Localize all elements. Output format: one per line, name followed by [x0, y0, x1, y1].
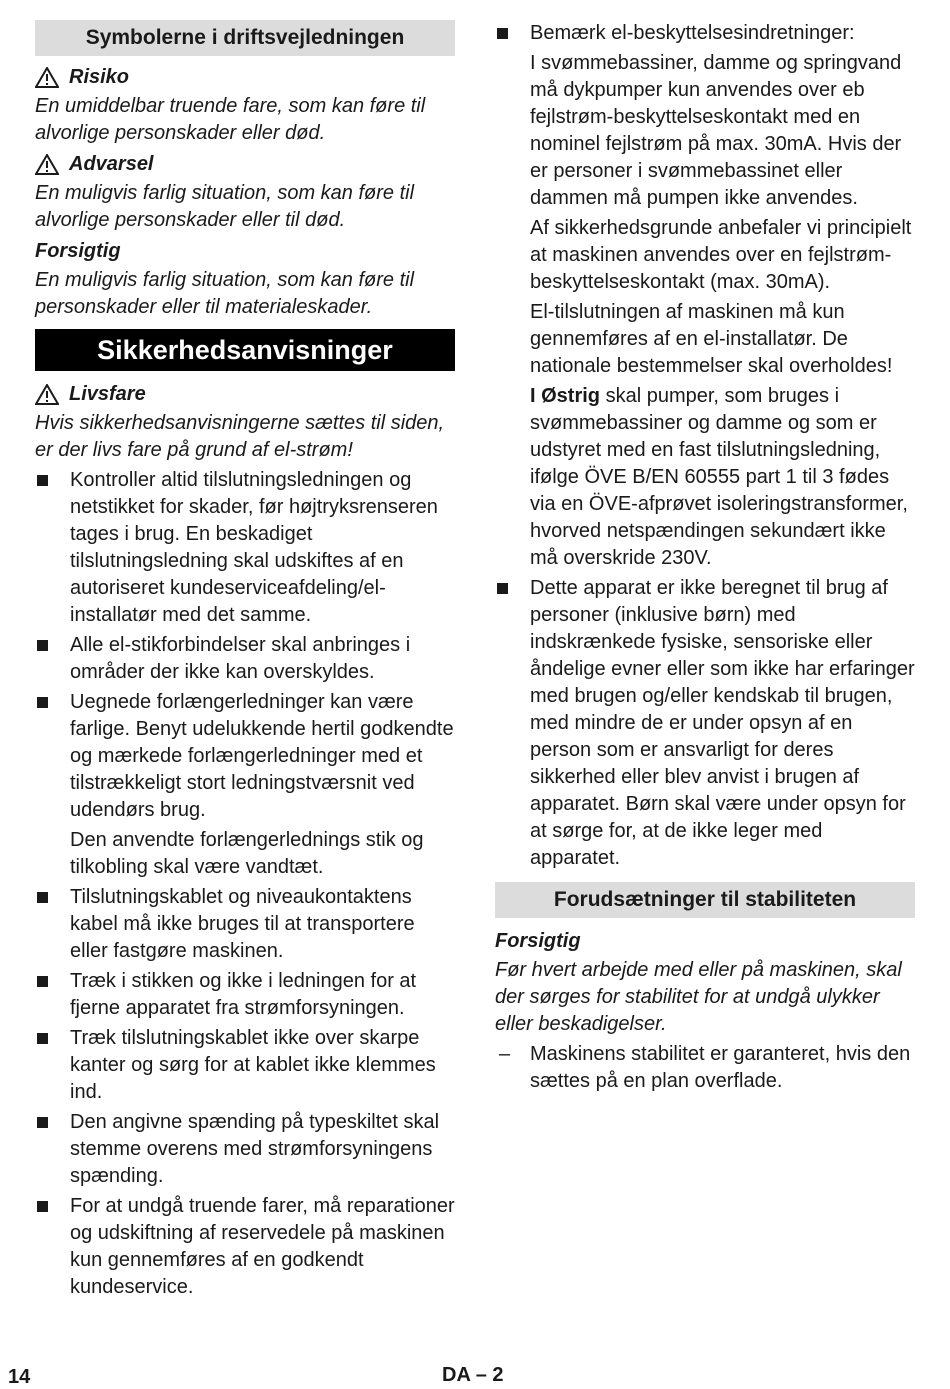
bullet-square-icon: [37, 475, 48, 486]
bullet-square-icon: [37, 697, 48, 708]
bullet-square-icon: [497, 28, 508, 39]
safety-heading: Sikkerhedsanvisninger: [35, 329, 455, 371]
bullet-square-icon: [37, 1033, 48, 1044]
warning-triangle-icon: [35, 67, 59, 88]
forsigtig-text: Før hvert arbejde med eller på maskinen, skal der sørges for stabilitet for at undgå ulykker eller beskadigelser.: [495, 959, 902, 1035]
language-code: DA – 2: [442, 1364, 504, 1386]
dash-marker: –: [499, 1043, 511, 1065]
forsigtig-text: En muligvis farlig situation, som kan føre til personskader eller til materialeskader.: [35, 269, 415, 318]
list-item: Kontroller altid tilslutningsledningen og netstikket for skader, før højtryksrenseren tages i brug. En beskadiget tilslutningsledning skal udskiftes af en autoriseret kundeserviceafdeling/el-installatør med det samme.: [35, 467, 455, 629]
list-item: – Maskinens stabilitet er garanteret, hvis den sættes på en plan overflade.: [499, 1043, 911, 1092]
stability-heading: Forudsætninger til stabiliteten: [495, 882, 915, 918]
bullet-square-icon: [37, 892, 48, 903]
warning-triangle-icon: [35, 384, 59, 405]
list-item: Tilslutningskablet og niveaukontaktens kabel må ikke bruges til at transportere eller fastgøre maskinen.: [35, 884, 455, 965]
bullet-square-icon: [37, 976, 48, 987]
list-item: For at undgå truende farer, må reparationer og udskiftning af reservedele på maskinen kun gennemføres af en godkendt kundeservice.: [35, 1193, 455, 1301]
list-item: Alle el-stikforbindelser skal anbringes i områder der ikke kan overskyldes.: [35, 632, 455, 686]
list-item: Træk i stikken og ikke i ledningen for at fjerne apparatet fra strømforsyningen.: [35, 968, 455, 1022]
advarsel-title: Advarsel: [35, 151, 455, 178]
bullet-square-icon: [37, 1201, 48, 1212]
livsfare-title: Livsfare: [35, 381, 455, 408]
list-item: Dette apparat er ikke beregnet til brug af personer (inklusive børn) med indskrænkede fysiske, sensoriske eller åndelige evner eller som ikke har erfaringer med brugen og/eller kendskab til brugen, med mindre de er under opsyn af en person som er ansvarligt for deres sikkerhed eller blev anvist i brugen af apparatet. Børn skal være under opsyn for at sørge for, at de ikke leger med apparatet.: [495, 575, 915, 872]
forsigtig-title: Forsigtig: [495, 930, 581, 952]
list-item: Bemærk el-beskyttelsesindretninger: I svømmebassiner, damme og springvand må dykpumper kun anvendes over eb fejlstrøm-beskyttelseskontakt med en nominel fejlstrøm på max. 30mA. Hvis der er personer i svømmebassinet eller dammen må pumpen ikke anvendes. Af sikkerhedsgrunde anbefaler vi principielt at maskinen anvendes over en fejlstrøm-beskyttelseskontakt (max. 30mA). El-tilslutningen af maskinen må kun gennemføres af en el-installatør. De nationale bestemmelser skal overholdes! I Østrig skal pumper, som bruges i svømmebassiner og damme og som er udstyret med en fast tilslutningsledning, ifølge ÖVE B/EN 60555 part 1 til 3 fødes via en ÖVE-afprøvet isoleringstransformer, hvorved netspændingen sekundært ikke må overskride 230V.: [495, 20, 915, 572]
page-number: 14: [8, 1366, 31, 1388]
forsigtig-title: Forsigtig: [35, 240, 121, 262]
list-item: Træk tilslutningskablet ikke over skarpe kanter og sørg for at kablet ikke klemmes ind.: [35, 1025, 455, 1106]
left-column: [35, 20, 455, 1304]
bullet-square-icon: [37, 1117, 48, 1128]
risiko-text: En umiddelbar truende fare, som kan føre til alvorlige personskader eller død.: [35, 95, 426, 144]
livsfare-text: Hvis sikkerhedsanvisningerne sættes til siden, er der livs fare på grund af el-strøm!: [35, 412, 445, 461]
list-item: Den angivne spænding på typeskiltet skal stemme overens med strømforsyningens spænding.: [35, 1109, 455, 1190]
bullet-square-icon: [37, 640, 48, 651]
bullet-square-icon: [497, 583, 508, 594]
list-item: Uegnede forlængerledninger kan være farlige. Benyt udelukkende hertil godkendte og mærkede forlængerledninger med et tilstrækkeligt stort ledningstværsnit ved udendørs brug. Den anvendte forlængerlednings stik og tilkobling skal være vandtæt.: [35, 689, 455, 881]
right-column: [495, 20, 915, 1098]
warning-triangle-icon: [35, 154, 59, 175]
advarsel-text: En muligvis farlig situation, som kan føre til alvorlige personskader eller til død.: [35, 182, 415, 231]
risiko-title: Risiko: [35, 64, 455, 91]
symbols-heading: Symbolerne i driftsvejledningen: [35, 20, 455, 56]
